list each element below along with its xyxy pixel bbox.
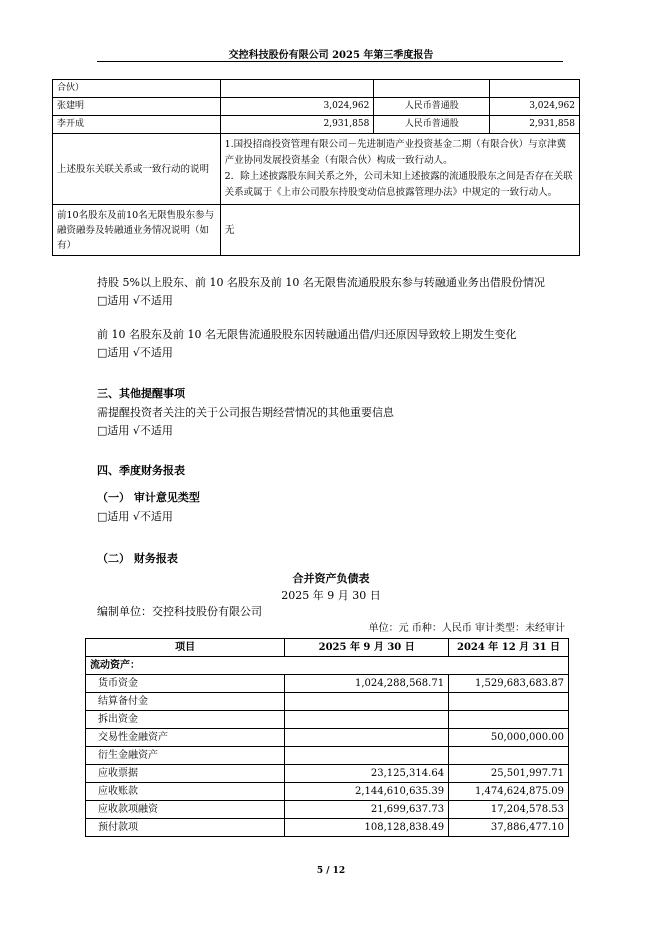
change-title: 前 10 名股东及前 10 名无限售流通股股东因转融通出借/归还原因导致较上期发生变化 [97, 328, 517, 341]
other-applicable: □适用 √不适用 [97, 424, 173, 437]
current-value: 108,128,838.49 [285, 819, 449, 837]
table-row [86, 747, 569, 765]
table-row [53, 80, 580, 98]
shareholder-name: 李开成 [53, 116, 221, 134]
table-row [86, 819, 569, 837]
table-row [53, 116, 580, 134]
prior-value: 25,501,997.71 [449, 765, 569, 783]
table-row [53, 98, 580, 116]
item-label: 衍生金融资产 [86, 747, 285, 765]
shareholder-name: 合伙） [53, 80, 221, 98]
item-label: 应收账款 [86, 783, 285, 801]
lending-applicable: □适用 √不适用 [97, 294, 173, 307]
share-type: 人民币普通股 [374, 116, 490, 134]
page-number: 5 / 12 [316, 866, 346, 876]
page-header: 交控科技股份有限公司 2025 年第三季度报告 [228, 50, 434, 61]
units-line: 单位：元 币种：人民币 审计类型：未经审计 [368, 623, 565, 634]
item-label: 拆出资金 [86, 711, 285, 729]
category-label: 流动资产： [86, 657, 569, 675]
prior-value: 1,474,624,875.09 [449, 783, 569, 801]
shares-held: 3,024,962 [220, 98, 374, 116]
column-header: 项目 [86, 639, 285, 657]
current-value [285, 729, 449, 747]
table-row [86, 711, 569, 729]
audit-heading: （一） 审计意见类型 [97, 491, 200, 504]
table-header-row [86, 639, 569, 657]
shares-held: 2,931,858 [220, 116, 374, 134]
current-value [285, 693, 449, 711]
other-text: 需提醒投资者关注的关于公司报告期经营情况的其他重要信息 [97, 406, 394, 419]
share-count: 2,931,858 [490, 116, 580, 134]
financial-heading: 四、季度财务报表 [97, 464, 185, 477]
current-value: 2,144,610,635.39 [285, 783, 449, 801]
table-row [53, 205, 580, 256]
table-row [86, 765, 569, 783]
column-header: 2025 年 9 月 30 日 [285, 639, 449, 657]
prior-value: 37,886,477.10 [449, 819, 569, 837]
share-type: 人民币普通股 [374, 98, 490, 116]
table-row [86, 693, 569, 711]
category-row [86, 657, 569, 675]
balance-sheet-date: 2025 年 9 月 30 日 [281, 589, 381, 602]
item-label: 应收票据 [86, 765, 285, 783]
relation-text-1: 1.国投招商投资管理有限公司－先进制造产业投资基金二期（有限合伙）与京津冀产业协同发展投资基金（有限合伙）构成一致行动人。 [224, 139, 567, 166]
table-row [53, 134, 580, 205]
prior-value [449, 693, 569, 711]
balance-sheet-title: 合并资产负债表 [292, 572, 370, 585]
share-count: 3,024,962 [490, 98, 580, 116]
current-value: 23,125,314.64 [285, 765, 449, 783]
margin-label: 前10名股东及前10名无限售股东参与融资融券及转融通业务情况说明（如有） [53, 205, 221, 256]
lending-title: 持股 5%以上股东、前 10 名股东及前 10 名无限售流通股股东参与转融通业务出借股份情况 [97, 276, 545, 289]
relation-description [220, 134, 579, 205]
item-label: 交易性金融资产 [86, 729, 285, 747]
margin-value: 无 [220, 205, 579, 256]
prior-value [449, 747, 569, 765]
item-label: 应收款项融资 [86, 801, 285, 819]
item-label: 货币资金 [86, 675, 285, 693]
current-value [285, 747, 449, 765]
current-value: 21,699,637.73 [285, 801, 449, 819]
shareholders-table [52, 79, 580, 256]
prior-value: 50,000,000.00 [449, 729, 569, 747]
shareholder-name: 张建明 [53, 98, 221, 116]
prior-value [449, 711, 569, 729]
table-row [86, 675, 569, 693]
current-value [285, 711, 449, 729]
header-divider [97, 61, 563, 62]
table-row [86, 729, 569, 747]
item-label: 结算备付金 [86, 693, 285, 711]
column-header: 2024 年 12 月 31 日 [449, 639, 569, 657]
prior-value: 17,204,578.53 [449, 801, 569, 819]
balance-sheet-table [85, 638, 569, 837]
preparer: 编制单位：交控科技股份有限公司 [97, 605, 262, 618]
audit-applicable: □适用 √不适用 [97, 510, 173, 523]
item-label: 预付款项 [86, 819, 285, 837]
prior-value: 1,529,683,683.87 [449, 675, 569, 693]
relation-text-2: 2．除上述披露股东间关系之外，公司未知上述披露的流通股股东之间是否存在关联关系或属于《上市公司股东持股变动信息披露管理办法》中规定的一致行动人。 [224, 171, 573, 198]
statements-heading: （二） 财务报表 [97, 552, 178, 565]
table-row [86, 783, 569, 801]
table-row [86, 801, 569, 819]
other-heading: 三、其他提醒事项 [97, 387, 185, 400]
relation-label: 上述股东关联关系或一致行动的说明 [53, 134, 221, 205]
current-value: 1,024,288,568.71 [285, 675, 449, 693]
change-applicable: □适用 √不适用 [97, 346, 173, 359]
